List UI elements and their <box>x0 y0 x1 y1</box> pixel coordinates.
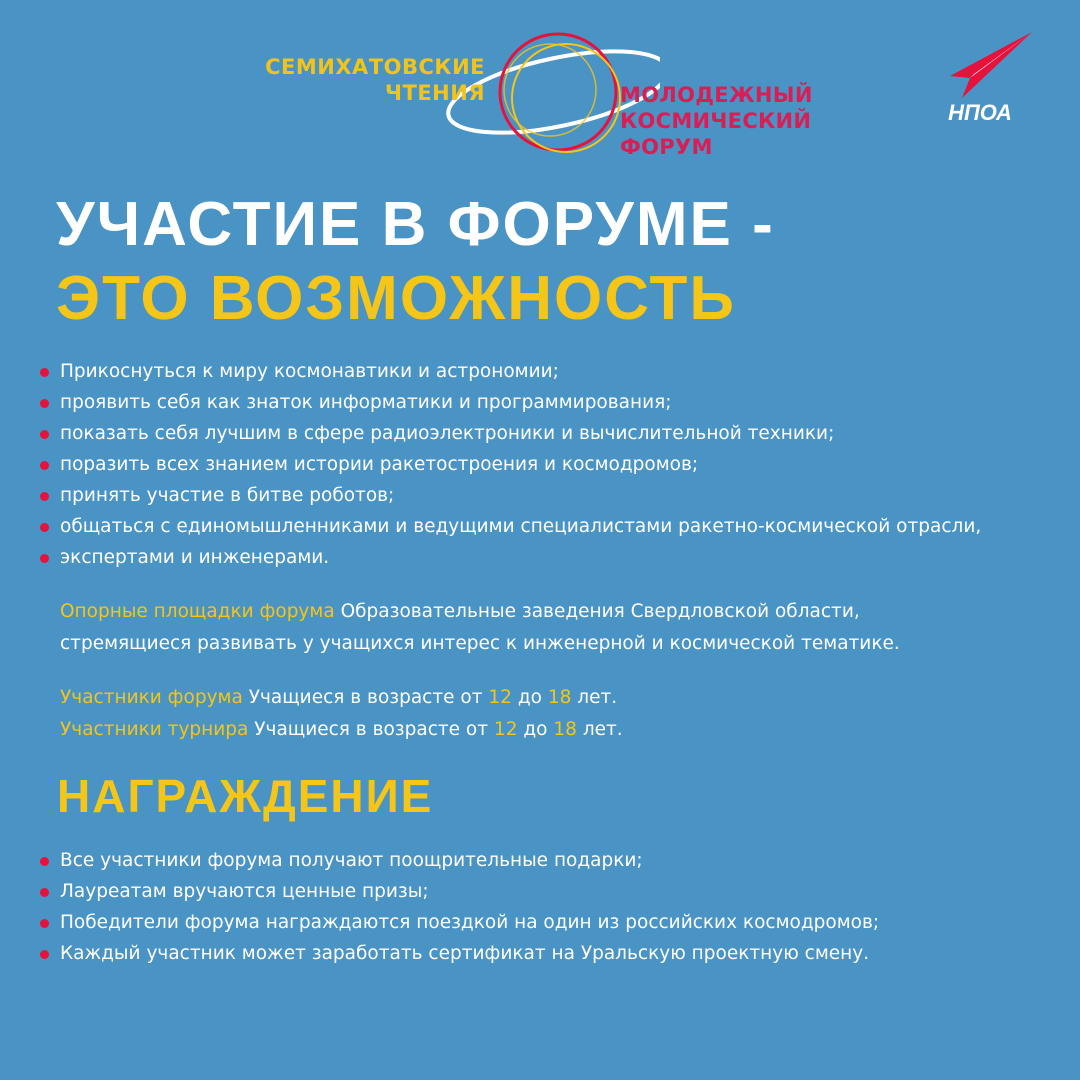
age-to: 18 <box>553 719 577 740</box>
page-headline <box>56 188 775 336</box>
list-item-text: поразить всех знанием истории ракетостроения и космодромов; <box>60 454 699 475</box>
list-item <box>40 480 1072 511</box>
participants-text: Учащиеся в возрасте от <box>254 719 489 740</box>
list-item-text: показать себя лучшим в сфере радиоэлектроники и вычислительной техники; <box>60 423 835 444</box>
participants-text: Учащиеся в возрасте от <box>248 687 483 708</box>
headline-line-1: УЧАСТИЕ В ФОРУМЕ - <box>56 190 775 259</box>
npoa-logo <box>920 30 1040 125</box>
logo-left-line: ЧТЕНИЯ <box>385 81 485 105</box>
list-item <box>40 511 1072 542</box>
venues-label: Опорные площадки форума <box>60 601 335 622</box>
participants-row <box>60 714 623 746</box>
list-item <box>40 387 1072 418</box>
headline-line-2: ЭТО ВОЗМОЖНОСТЬ <box>56 264 736 333</box>
list-item-text: принять участие в битве роботов; <box>60 485 395 506</box>
venues-text-1: Образовательные заведения Свердловской области, <box>340 601 860 622</box>
list-item-text: проявить себя как знаток информатики и программирования; <box>60 392 672 413</box>
awards-list <box>40 845 1072 969</box>
list-item <box>40 542 1072 573</box>
list-item <box>40 449 1072 480</box>
list-item-text: экспертами и инженерами. <box>60 547 330 568</box>
list-item <box>40 845 1072 876</box>
list-item-text: Победители форума награждаются поездкой на один из российских космодромов; <box>60 912 880 933</box>
venues-line-1 <box>60 596 1050 628</box>
age-from: 12 <box>493 719 518 740</box>
bullet-dot-icon <box>40 368 49 377</box>
bullet-dot-icon <box>40 857 49 866</box>
bullet-dot-icon <box>40 430 49 439</box>
bullet-dot-icon <box>40 554 49 563</box>
participants-label: Участники форума <box>60 687 243 708</box>
bullet-dot-icon <box>40 492 49 501</box>
age-from: 12 <box>488 687 512 708</box>
opportunities-list <box>40 356 1072 573</box>
rocket-arrow-icon <box>950 32 1032 98</box>
logo-left-line: СЕМИХАТОВСКИЕ <box>265 55 485 79</box>
participants-label: Участники турнира <box>60 719 249 740</box>
list-item <box>40 356 1072 387</box>
list-item-text: Прикоснуться к миру космонавтики и астрономии; <box>60 361 559 382</box>
bullet-dot-icon <box>40 399 49 408</box>
list-item-text: Лауреатам вручаются ценные призы; <box>60 881 429 902</box>
participants-row <box>60 682 623 714</box>
list-item <box>40 938 1072 969</box>
bullet-dot-icon <box>40 950 49 959</box>
list-item-text: Каждый участник может заработать сертификат на Уральскую проектную смену. <box>60 943 870 964</box>
bullet-dot-icon <box>40 461 49 470</box>
list-item <box>40 876 1072 907</box>
list-item-text: Все участники форума получают поощрительные подарки; <box>60 850 643 871</box>
participants-text: до <box>517 687 542 708</box>
participants-text: лет. <box>582 719 623 740</box>
list-item <box>40 907 1072 938</box>
npoa-logo-text: НПОА <box>948 100 1012 125</box>
age-to: 18 <box>547 687 572 708</box>
bullet-dot-icon <box>40 919 49 928</box>
awards-title: НАГРАЖДЕНИЕ <box>57 770 434 822</box>
venues-text-2: стремящиеся развивать у учащихся интерес к инженерной и космической тематике. <box>60 633 900 654</box>
logo-right-line: МОЛОДЕЖНЫЙ <box>620 83 813 107</box>
venues-block <box>60 596 1050 660</box>
participants-text: лет. <box>577 687 618 708</box>
bullet-dot-icon <box>40 888 49 897</box>
logo-title-right <box>620 82 813 160</box>
participants-text: до <box>523 719 548 740</box>
logo-title-left <box>265 54 485 106</box>
logo-right-line: ФОРУМ <box>620 135 713 159</box>
list-item <box>40 418 1072 449</box>
event-logo <box>240 20 840 180</box>
bullet-dot-icon <box>40 523 49 532</box>
logo-right-line: КОСМИЧЕСКИЙ <box>620 109 812 133</box>
participants-block <box>60 682 623 746</box>
list-item-text: общаться с единомышленниками и ведущими специалистами ракетно-космической отрасли, <box>60 516 982 537</box>
